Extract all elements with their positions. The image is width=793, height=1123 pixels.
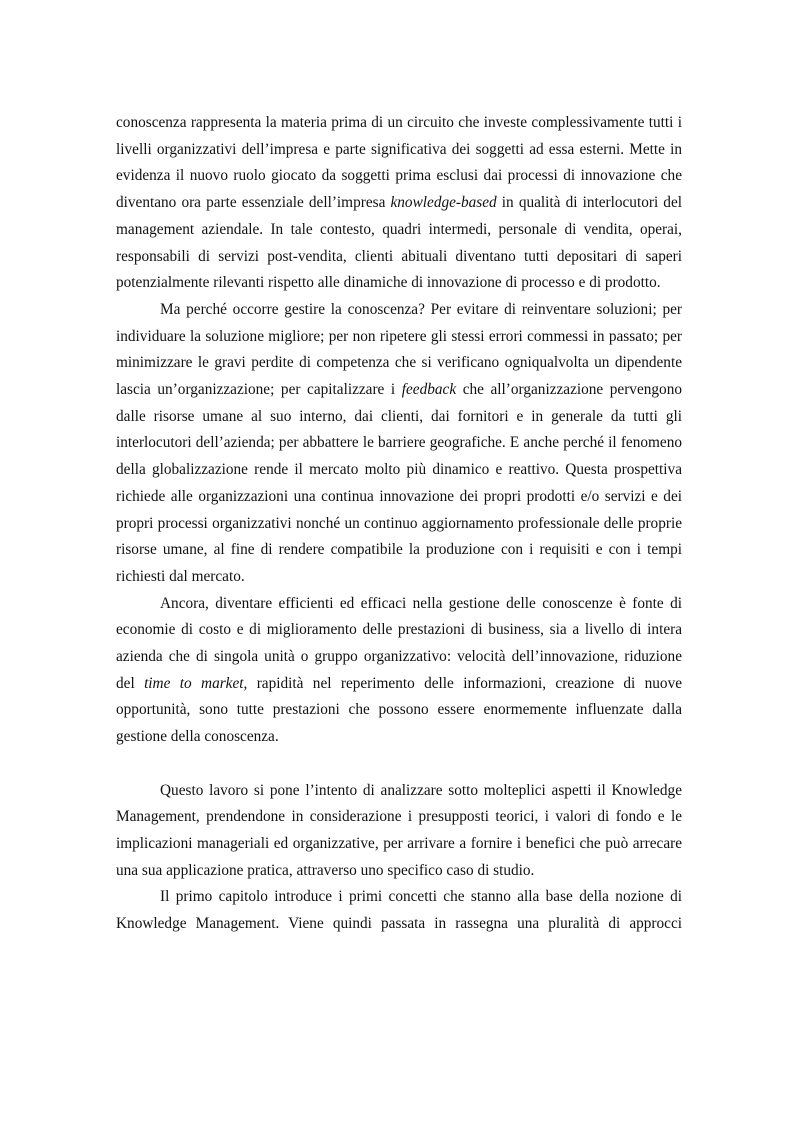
italic-term: knowledge-based <box>390 194 497 212</box>
text-run: conoscenza rappresenta la materia prima di un circuito che investe complessivamente tutti i livelli organizzativi dell’impresa e parte significativa dei soggetti ad essa esterni. Mette in evidenza il nuovo ruolo giocato da soggetti prima esclusi dai processi di innovazione che diventano ora parte essenziale dell’impresa <box>116 114 682 212</box>
text-run: Il primo capitolo introduce i primi concetti che stanno alla base della nozione di Knowledge Management. Viene quindi passata in rassegna una pluralità di approcci <box>116 888 682 933</box>
text-run: , rapidità nel reperimento delle informazioni, creazione di nuove opportunità, sono tutte prestazioni che possono essere enormemente influenzate dalla gestione della conoscenza. <box>116 674 683 746</box>
text-run: Ancora, diventare efficienti ed efficaci nella gestione delle conoscenze è fonte di economie di costo e di miglioramento delle prestazioni di business, sia a livello di intera azienda che di singola unità o gruppo organizzativo: velocità dell’innovazione, riduzione del <box>116 594 682 692</box>
paragraph <box>116 297 682 591</box>
paragraph <box>116 884 682 937</box>
body-text <box>116 110 682 938</box>
text-run: che all’organizzazione pervengono dalle risorse umane al suo interno, dai clienti, dai fornitori e in generale da tutti gli interlocutori dell’azienda; per abbattere le barriere geografiche. E anche perché il fenomeno della globalizzazione rende il mercato molto più dinamico e reattivo. Questa prospettiva richiede alle organizzazioni una continua innovazione dei propri prodotti e/o servizi e dei propri processi organizzativi nonché un continuo aggiornamento professionale delle proprie risorse umane, al fine di rendere compatibile la produzione con i requisiti e con i tempi richiesti dal mercato. <box>116 381 682 585</box>
text-run: in qualità di interlocutori del management aziendale. In tale contesto, quadri intermedi, personale di vendita, operai, responsabili di servizi post-vendita, clienti abituali diventano tutti depositari di saperi potenzialmente rilevanti rispetto alle dinamiche di innovazione di processo e di prodotto. <box>116 194 682 292</box>
text-run: Questo lavoro si pone l’intento di analizzare sotto molteplici aspetti il Knowledge Management, prendendone in considerazione i presupposti teorici, i valori di fondo e le implicazioni manageriali ed organizzative, per arrivare a fornire i benefici che può arrecare una sua applicazione pratica, attraverso uno specifico caso di studio. <box>116 781 682 879</box>
text-run: Ma perché occorre gestire la conoscenza? Per evitare di reinventare soluzioni; per individuare la soluzione migliore; per non ripetere gli stessi errori commessi in passato; per minimizzare le gravi perdite di competenza che si verificano ogniqualvolta un dipendente lascia un’organizzazione; per capitalizzare i <box>116 300 682 399</box>
paragraph <box>116 778 682 885</box>
paragraph <box>116 591 682 751</box>
paragraph <box>116 110 682 297</box>
italic-term: time to market <box>144 674 244 692</box>
italic-term: feedback <box>401 381 457 399</box>
